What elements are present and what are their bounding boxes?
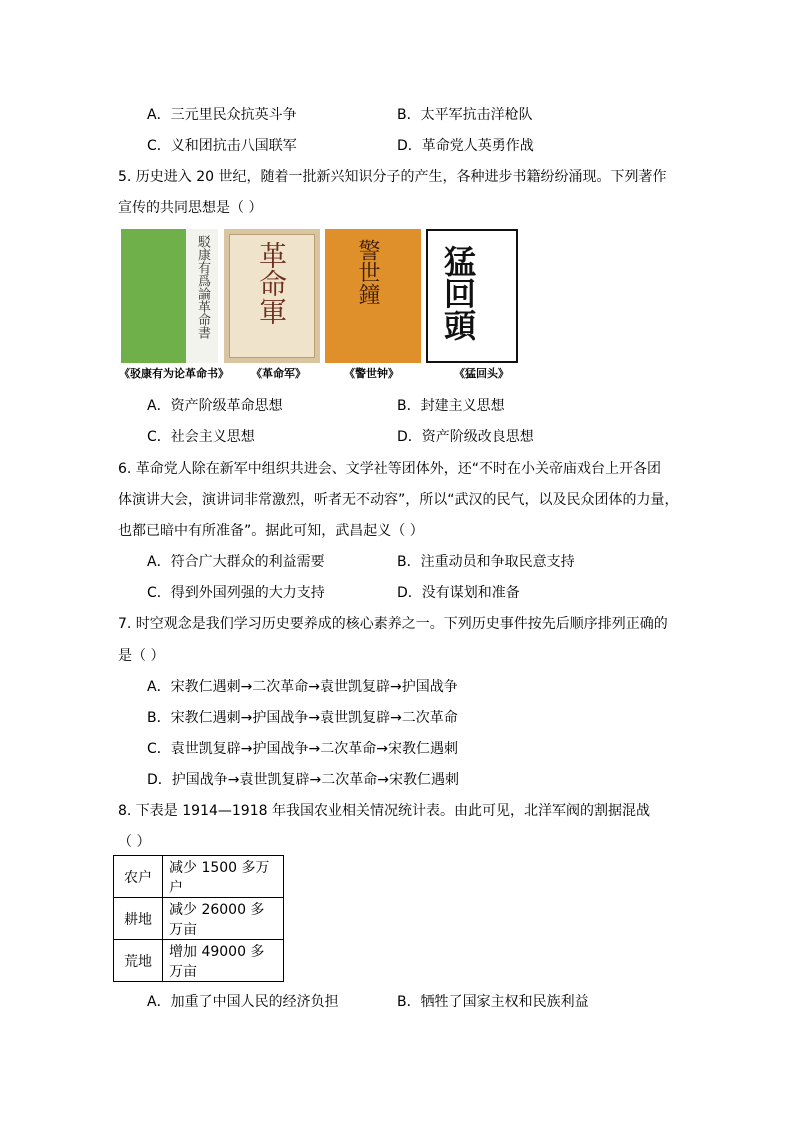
q8-stem-line1: 8. 下表是 1914—1918 年我国农业相关情况统计表。由此可见，北洋军阀的割据混战 <box>118 803 650 819</box>
table-row <box>114 856 284 898</box>
table-cell-value: 减少 26000 多万亩 <box>163 898 284 940</box>
table-cell-value: 减少 1500 多万户 <box>163 856 284 898</box>
q4-option-a: A．三元里民众抗英斗争 <box>147 107 297 123</box>
q7-option-b: B．宋教仁遇刺→护国战争→袁世凯复辟→二次革命 <box>147 710 458 726</box>
q7-option-a: A．宋教仁遇刺→二次革命→袁世凯复辟→护国战争 <box>147 679 458 695</box>
q8-statistics-table <box>113 855 284 982</box>
q8-option-a: A．加重了中国人民的经济负担 <box>147 994 339 1010</box>
book-caption-1: 《驳康有为论革命书》 <box>119 367 229 380</box>
book-caption-4: 《猛回头》 <box>454 367 509 380</box>
book-caption-2: 《革命军》 <box>251 367 306 380</box>
book-cover-1-title: 駁康有爲論革命書 <box>195 235 210 339</box>
table-cell-key: 荒地 <box>114 940 163 982</box>
table-cell-value: 增加 49000 多万亩 <box>163 940 284 982</box>
q5-stem-line2: 宣传的共同思想是（ ） <box>118 200 263 216</box>
q7-option-c: C．袁世凯复辟→护国战争→二次革命→宋教仁遇刺 <box>147 741 458 757</box>
q4-option-d: D．革命党人英勇作战 <box>397 138 534 154</box>
q6-stem-line1: 6. 革命党人除在新军中组织共进会、文学社等团体外，还“不时在小关帝庙戏台上开各团 <box>118 461 662 477</box>
q7-stem-line2: 是（ ） <box>118 648 165 664</box>
table-row <box>114 898 284 940</box>
book-cover-4-title: 猛回頭 <box>439 245 477 341</box>
q6-stem-line2: 体演讲大会，演讲词非常激烈，听者无不动容”，所以“武汉的民气，以及民众团体的力量， <box>118 492 679 508</box>
table-row <box>114 940 284 982</box>
book-cover-3 <box>325 229 421 363</box>
q5-option-d: D．资产阶级改良思想 <box>397 429 534 445</box>
q6-stem-line3: 也都已暗中有所准备”。据此可知，武昌起义（ ） <box>118 523 424 539</box>
q7-stem-line1: 7. 时空观念是我们学习历史要养成的核心素养之一。下列历史事件按先后顺序排列正确的 <box>118 616 668 632</box>
q6-option-b: B．注重动员和争取民意支持 <box>397 554 575 570</box>
book-cover-3-title: 警世鐘 <box>355 239 380 305</box>
book-caption-3: 《警世钟》 <box>344 367 399 380</box>
q7-option-d: D．护国战争→袁世凯复辟→二次革命→宋教仁遇刺 <box>147 772 459 788</box>
q4-option-b: B．太平军抗击洋枪队 <box>397 107 533 123</box>
table-cell-key: 耕地 <box>114 898 163 940</box>
q5-option-a: A．资产阶级革命思想 <box>147 398 283 414</box>
book-cover-4 <box>426 229 518 363</box>
q5-stem-line1: 5. 历史进入 20 世纪，随着一批新兴知识分子的产生，各种进步书籍纷纷涌现。下列著作 <box>118 169 667 185</box>
q5-option-b: B．封建主义思想 <box>397 398 505 414</box>
q8-stem-line2: （ ） <box>118 834 151 850</box>
book-cover-2-title: 革命軍 <box>255 241 288 325</box>
table-cell-key: 农户 <box>114 856 163 898</box>
q6-option-d: D．没有谋划和准备 <box>397 585 520 601</box>
book-cover-1 <box>121 229 218 363</box>
q6-option-a: A．符合广大群众的利益需要 <box>147 554 325 570</box>
book-cover-2 <box>224 229 320 363</box>
q8-option-b: B．牺牲了国家主权和民族利益 <box>397 994 589 1010</box>
q4-option-c: C．义和团抗击八国联军 <box>147 138 297 154</box>
q6-option-c: C．得到外国列强的大力支持 <box>147 585 325 601</box>
q5-option-c: C．社会主义思想 <box>147 429 255 445</box>
